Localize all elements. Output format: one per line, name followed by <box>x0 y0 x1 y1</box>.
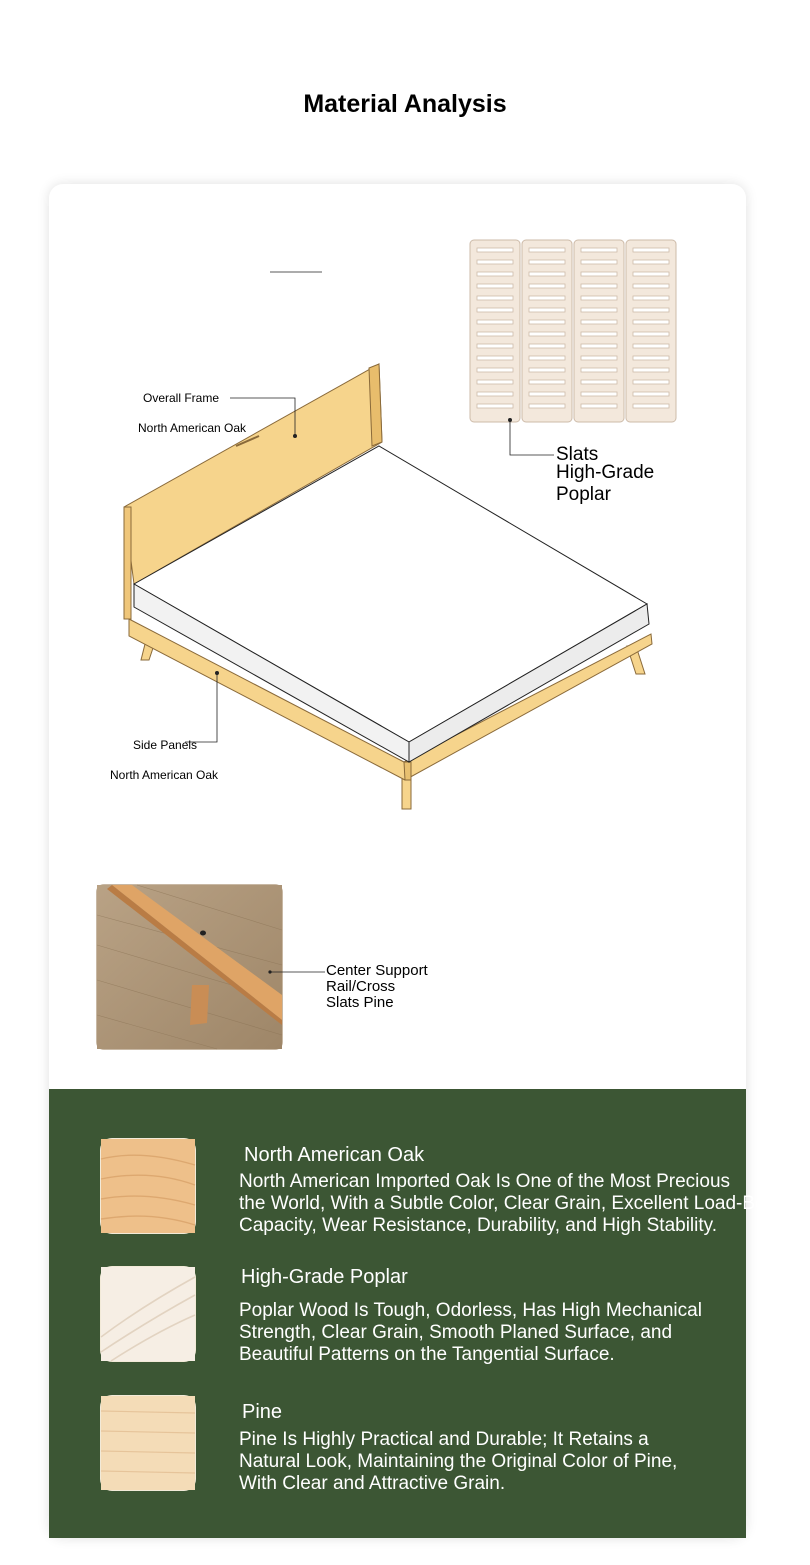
overall-frame-label: Overall Frame <box>143 391 220 405</box>
center-support-line3: Slats Pine <box>326 994 394 1011</box>
poplar-desc-line1: Poplar Wood Is Tough, Odorless, Has High Mechanical <box>239 1300 702 1321</box>
slats-label-line1: Slats <box>556 444 599 465</box>
page-title: Material Analysis <box>303 90 507 118</box>
poplar-swatch <box>100 1266 196 1362</box>
pine-title: Pine <box>242 1401 283 1423</box>
poplar-desc-line3: Beautiful Patterns on the Tangential Surface. <box>239 1344 615 1365</box>
oak-desc-line3: Capacity, Wear Resistance, Durability, and High Stability. <box>239 1215 718 1236</box>
slats-label-line2: High-Grade <box>556 462 655 483</box>
center-support-photo <box>96 884 283 1050</box>
pine-swatch <box>100 1395 196 1491</box>
poplar-desc-line2: Strength, Clear Grain, Smooth Planed Surface, and <box>239 1322 673 1343</box>
center-support-line2: Rail/Cross <box>326 978 396 995</box>
material-card <box>49 184 808 1538</box>
slats-label-line3: Poplar <box>556 484 611 505</box>
poplar-title: High-Grade Poplar <box>241 1266 408 1288</box>
oak-swatch <box>100 1138 196 1234</box>
center-support-line1: Center Support <box>326 962 428 979</box>
oak-desc-line2: the World, With a Subtle Color, Clear Grain, Excellent Load-Bearing <box>239 1193 808 1214</box>
side-panels-label: Side Panels <box>133 738 198 752</box>
pine-desc-line2: Natural Look, Maintaining the Original Color of Pine, <box>239 1451 678 1472</box>
slats-panel <box>470 240 676 422</box>
oak-title: North American Oak <box>244 1144 425 1166</box>
side-panels-material: North American Oak <box>110 768 219 782</box>
center-support-leader <box>269 970 329 974</box>
oak-desc-line1: North American Imported Oak Is One of the Most Precious <box>239 1171 731 1192</box>
pine-desc-line3: With Clear and Attractive Grain. <box>239 1473 506 1494</box>
pine-desc-line1: Pine Is Highly Practical and Durable; It Retains a <box>239 1429 649 1450</box>
overall-frame-material: North American Oak <box>138 421 247 435</box>
materials-panel <box>49 1089 808 1538</box>
